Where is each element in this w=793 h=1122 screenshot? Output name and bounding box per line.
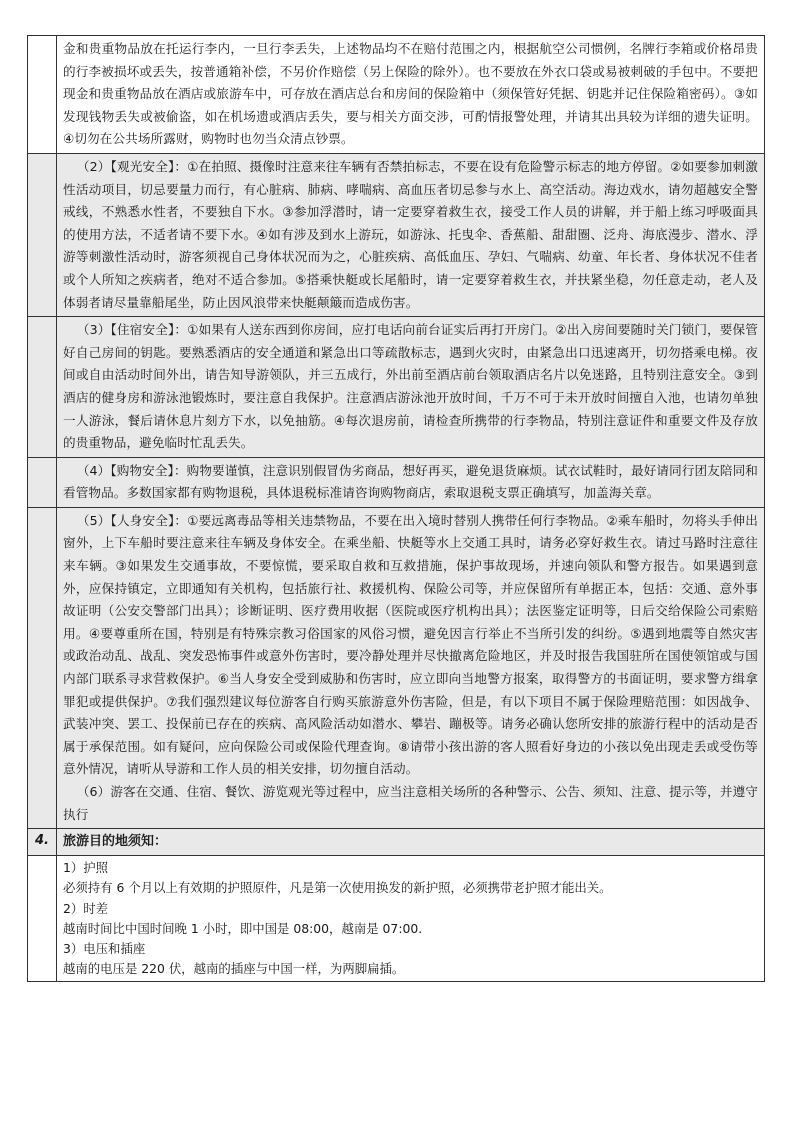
time-difference-heading: 2）时差	[63, 900, 109, 916]
section-number: 4.	[28, 829, 57, 856]
row-property-safety	[28, 36, 765, 154]
row-personal-safety	[28, 507, 765, 828]
accommodation-safety-cell	[57, 317, 765, 458]
row-shopping-safety	[28, 457, 765, 507]
accommodation-safety-text: （3）【住宿安全】：①如果有人送东西到你房间，应打电话向前台证实后再打开房门。②出入房间要随时关门锁门，要保管好自己房间的钥匙。要熟悉酒店的安全通道和紧急出口等疏散标志，遇到火灾时，由紧急出口迅速离开，切勿搭乘电梯。夜间或自由活动时间外出，请告知导游领队，并三五成行，外出前至酒店前台领取酒店名片以免迷路，且特别注意安全。③到酒店的健身房和游泳池锻炼时，要注意自我保护。注意酒店游泳池开放时间，千万不可于未开放时间擅自入池，也请勿单独一人游泳，餐后请休息片刻方下水，以免抽筋。④每次退房前，请检查所携带的行李物品，特别注意证件和重要文件及存放的贵重物品，避免临时忙乱丢失。	[63, 322, 758, 451]
row-number	[28, 856, 57, 982]
row-number	[28, 36, 57, 154]
passport-text: 必须持有 6 个月以上有效期的护照原件，凡是第一次使用换发的新护照，必须携带老护照才能出关。	[63, 880, 612, 896]
row-destination-heading	[28, 829, 765, 856]
shopping-safety-text: （4）【购物安全】：购物要谨慎，注意识别假冒伪劣商品，想好再买，避免退货麻烦。试衣试鞋时，最好请同行团友陪同和看管物品。多数国家都有购物退税，具体退税标准请咨询购物商店，索取退税支票正确填写，加盖海关章。	[63, 462, 758, 501]
property-safety-cell	[57, 36, 765, 154]
row-destination-notes	[28, 856, 765, 982]
personal-safety-text: （5）【人身安全】：①要远离毒品等相关违禁物品，不要在出入境时替别人携带任何行李物品。②乘车船时，勿将头手伸出窗外，上下车船时要注意来往车辆及身体安全。在乘坐船、快艇等水上交通工具时，请务必穿好救生衣。请过马路时注意往来车辆。③如果发生交通事故，不要惊慌，要采取自救和互救措施，保护事故现场，并速向领队和警方报告。如果遇到意外，应保持镇定，立即通知有关机构，包括旅行社、救援机构、保险公司等，并应保留所有单据正本，包括：交通、意外事故证明（公安交警部门出具）；诊断证明、医疗费用收据（医院或医疗机构出具）；法医鉴定证明等，日后交给保险公司索赔用。④要尊重所在国，特别是有特殊宗教习俗国家的风俗习惯，避免因言行举止不当所引发的纠纷。⑤遇到地震等自然灾害或政治动乱、战乱、突发恐怖事件或意外伤害时，要冷静处理并尽快撤离危险地区，并及时报告我国驻所在国使领馆或与国内部门联系寻求营救保护。⑥当人身安全受到威胁和伤害时，应立即向当地警方报案，取得警方的书面证明，要求警方缉拿罪犯或提供保护。⑦我们强烈建议每位游客自行购买旅游意外伤害险，但是，有以下项目不属于保险理赔范围：如因战争、武装冲突、罢工、投保前已存在的疾病、高风险活动如潜水、攀岩、蹦极等。请务必确认您所安排的旅游行程中的活动是否属于承保范围。如有疑问，应向保险公司或保险代理查询。⑧请带小孩出游的客人照看好身边的小孩以免出现走丢或受伤等意外情况，请听从导游和工作人员的相关安排，切勿擅自活动。	[63, 512, 758, 777]
destination-notes-cell	[57, 856, 765, 982]
voltage-text: 越南的电压是 220 伏，越南的插座与中国一样，为两脚扁插。	[63, 961, 405, 977]
row-number	[28, 457, 57, 507]
passport-heading: 1）护照	[63, 860, 109, 876]
notice-table	[27, 35, 765, 982]
destination-heading: 旅游目的地须知：	[63, 834, 168, 850]
row-number	[28, 507, 57, 828]
personal-safety-cell	[57, 507, 765, 828]
row-number	[28, 153, 57, 316]
row-sightseeing-safety	[28, 153, 765, 316]
time-difference-text: 越南时间比中国时间晚 1 小时，即中国是 08:00，越南是 07:00.	[63, 920, 423, 936]
destination-heading-cell	[57, 829, 765, 856]
shopping-safety-cell	[57, 457, 765, 507]
sightseeing-safety-cell	[57, 153, 765, 316]
sightseeing-safety-text: （2）【观光安全】：①在拍照、摄像时注意来往车辆有否禁拍标志，不要在设有危险警示标志的地方停留。②如要参加刺激性活动项目，切忌要量力而行，有心脏病、肺病、哮喘病、高血压者切忌参与水上、高空活动。海边戏水，请勿超越安全警戒线，不熟悉水性者，不要独自下水。③参加浮潜时，请一定要穿着救生衣，接受工作人员的讲解，并于船上练习呼吸面具的使用方法，不适者请不要下水。④如有涉及到水上游玩，如游泳、托曳伞、香蕉船、甜甜圈、泛舟、海底漫步、潜水、浮游等刺激性活动时，游客须视自己身体状况而为之，心脏疾病、高低血压、孕妇、气喘病、幼童、年长者、身体状况不佳者或个人所知之疾病者，绝对不适合参加。⑤搭乘快艇或长尾船时，请一定要穿着救生衣，并扶紧坐稳，勿任意走动，老人及体弱者请尽量靠船尾坐，防止因风浪带来快艇颠簸而造成伤害。	[63, 158, 758, 310]
voltage-heading: 3）电压和插座	[63, 941, 146, 956]
row-number	[28, 317, 57, 458]
warnings-text: （6）游客在交通、住宿、餐饮、游览观光等过程中，应当注意相关场所的各种警示、公告、须知、注意、提示等，并遵守执行	[63, 784, 758, 822]
property-safety-text: 金和贵重物品放在托运行李内，一旦行李丢失，上述物品均不在赔付范围之内，根据航空公司惯例，名牌行李箱或价格昂贵的行李被损坏或丢失，按普通箱补偿，不另价作赔偿（另上保险的除外）。也不要放在外衣口袋或易被刺破的手包中。不要把现金和贵重物品放在酒店或旅游车中，可存放在酒店总台和房间的保险箱中（须保管好凭据、钥匙并记住保险箱密码）。③如发现钱物丢失或被偷盗，如在机场遗或酒店丢失，要与相关方面交涉，可酌情报警处理，并请其出具较为详细的遗失证明。④切勿在公共场所露财，购物时也勿当众清点钞票。	[63, 41, 758, 147]
row-accommodation-safety	[28, 317, 765, 458]
